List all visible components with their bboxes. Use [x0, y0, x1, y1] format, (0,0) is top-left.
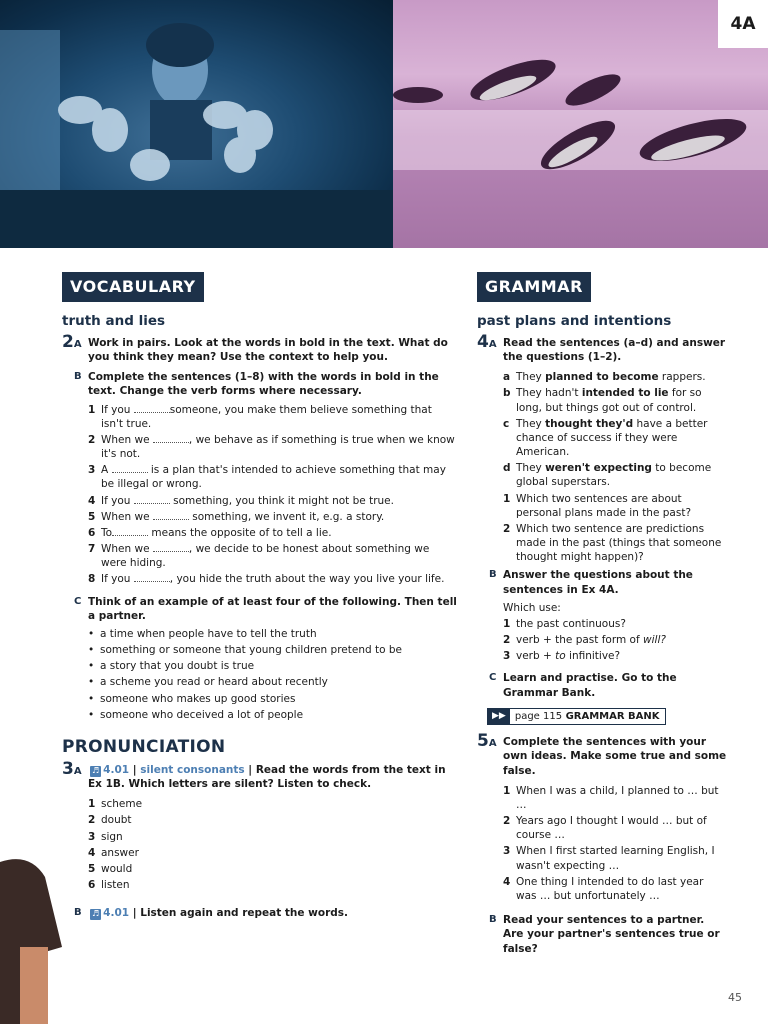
answer-gap[interactable] — [134, 494, 170, 504]
exercise-2a: 2A Work in pairs. Look at the words in bold in the text. What do you think they mean? Use the context to help you. — [62, 331, 448, 363]
fairies-photo — [0, 0, 393, 248]
list-item: 2 Years ago I thought I would … but of course … — [503, 815, 707, 842]
which-use-label: Which use: — [503, 601, 561, 614]
list-item: 4 One thing I intended to do last year was … but unfortunately … — [503, 875, 704, 902]
list-item: 2 Which two sentence are predictions made in the past (things that someone thought might happen)? — [503, 522, 722, 564]
bullet-list — [88, 627, 457, 722]
vocabulary-header: VOCABULARY — [62, 272, 204, 302]
penguins-photo — [393, 0, 768, 248]
answer-gap[interactable] — [134, 403, 170, 413]
grammar-subhead: past plans and intentions — [477, 312, 672, 329]
exercise-number: 2A — [62, 331, 82, 352]
audio-icon[interactable]: ♬ — [92, 765, 100, 775]
vocabulary-subhead: truth and lies — [62, 312, 166, 329]
forward-icon: ▶▶ — [488, 709, 510, 723]
list-item: • a story that you doubt is true — [88, 659, 457, 673]
sentence-list — [503, 370, 727, 564]
exercise-5a: 5A Complete the sentences with your own ideas. Make some true and some false. — [477, 731, 727, 777]
list-item: 2 verb + the past form of will? — [503, 634, 666, 647]
list-item: 1 the past continuous? — [503, 617, 626, 630]
page-number: 45 — [728, 991, 742, 1004]
grammar-section — [477, 272, 727, 960]
list-item: a They planned to become rappers. — [503, 371, 706, 384]
list-item: 5 would — [88, 862, 133, 875]
list-item: 1 If you someone, you make them believe something that isn't true. — [88, 403, 432, 430]
exercise-number: 4A — [477, 331, 497, 352]
list-item: • someone who deceived a lot of people — [88, 708, 457, 722]
exercise-number: 3A — [62, 758, 82, 779]
list-item: 3 sign — [88, 830, 123, 843]
list-item: 3 verb + to infinitive? — [503, 650, 621, 663]
list-item: 1 Which two sentences are about personal plans made in the past? — [503, 492, 692, 519]
list-item: c They thought they'd have a better chance of success if they were American. — [503, 417, 708, 459]
list-item: 4 answer — [88, 846, 139, 859]
list-item: 6 listen — [88, 879, 130, 892]
audio-icon[interactable]: ♬ — [92, 909, 100, 919]
exercise-4c: C Learn and practise. Go to the Grammar Bank. — [489, 672, 677, 699]
answer-gap[interactable] — [153, 433, 189, 443]
exercise-2b: B Complete the sentences (1–8) with the words in bold in the text. Change the verb forms where necessary. — [74, 371, 439, 398]
answer-gap[interactable] — [153, 542, 189, 552]
list-item: 2 When we , we behave as if something is true when we know it's not. — [88, 433, 455, 461]
exercise-2c: C Think of an example of at least four of the following. Then tell a partner. — [74, 595, 457, 622]
list-item: 3 A is a plan that's intended to achieve something that may be illegal or wrong. — [88, 464, 446, 491]
answer-gap[interactable] — [134, 572, 170, 582]
list-item: 1 When I was a child, I planned to … but … — [503, 784, 719, 811]
answer-gap[interactable] — [112, 526, 148, 536]
exercise-3a: 3A ♬ 4.01 | silent consonants | Read the words from the text in Ex 1B. Which letters are silent? Listen to check. — [62, 758, 446, 791]
list-item: 1 scheme — [88, 798, 143, 811]
list-item: b They hadn't intended to lie for so long, but things got out of control. — [503, 387, 702, 414]
list-item: 7 When we , we decide to be honest about something we were hiding. — [88, 543, 430, 570]
vocabulary-section — [62, 272, 457, 924]
person-photo — [0, 852, 62, 1024]
list-item: 4 If you something, you think it might not be true. — [88, 494, 394, 507]
list-item: • a scheme you read or heard about recently — [88, 675, 457, 689]
exercise-number: 5A — [477, 731, 497, 752]
list-item: 3 When I first started learning English, I wasn't expecting … — [503, 845, 715, 872]
grammar-bank-link[interactable]: ▶▶ page 115 GRAMMAR BANK — [487, 708, 666, 726]
list-item: • someone who makes up good stories — [88, 692, 457, 706]
exercise-4b: B Answer the questions about the sentences in Ex 4A. — [489, 569, 693, 596]
word-list — [88, 797, 457, 892]
sentence-list — [503, 784, 727, 903]
answer-gap[interactable] — [153, 510, 189, 520]
list-item: 2 doubt — [88, 814, 132, 827]
list-item: • something or someone that young children pretend to be — [88, 643, 457, 657]
list-item: d They weren't expecting to become global superstars. — [503, 462, 712, 489]
list-item: 5 When we something, we invent it, e.g. a story. — [88, 510, 385, 523]
fairies-illustration — [0, 0, 393, 248]
list-item: 8 If you , you hide the truth about the way you live your life. — [88, 573, 445, 586]
pronunciation-header: PRONUNCIATION — [62, 736, 226, 757]
list-item: • a time when people have to tell the truth — [88, 627, 457, 641]
unit-badge: 4A — [718, 0, 768, 48]
grammar-header: GRAMMAR — [477, 272, 591, 302]
use-list — [503, 601, 727, 664]
exercise-4a: 4A Read the sentences (a–d) and answer the questions (1–2). — [477, 331, 726, 363]
sentence-list — [88, 403, 457, 587]
penguins-illustration — [393, 0, 768, 248]
answer-gap[interactable] — [112, 463, 148, 473]
exercise-3b: B ♬ 4.01 | Listen again and repeat the words. — [74, 907, 349, 920]
list-item: 6 To means the opposite of to tell a lie. — [88, 526, 332, 539]
exercise-5b: B Read your sentences to a partner. Are your partner's sentences true or false? — [489, 914, 720, 955]
